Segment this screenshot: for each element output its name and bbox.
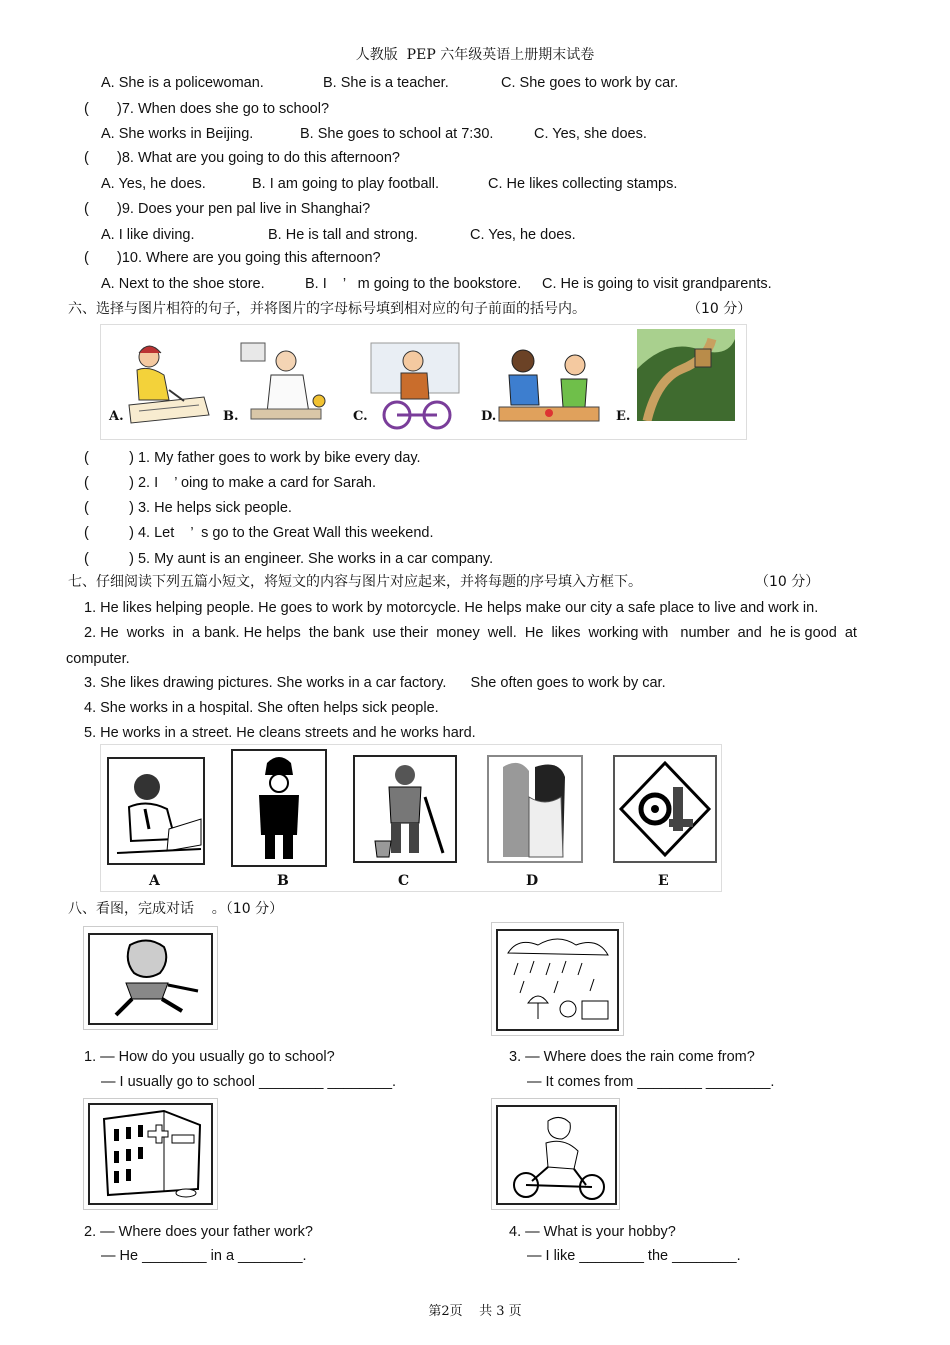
section6-item-3: ( ) 3. He helps sick people.: [84, 500, 292, 516]
picture-letter-b: B: [277, 873, 289, 889]
picture-letter-a: A: [149, 873, 160, 889]
q8-option-a: A. Yes, he does.: [101, 176, 206, 192]
walking-child-frame: [88, 933, 213, 1025]
children-making-card-illustration: [489, 335, 604, 435]
q8-stem: ( )8. What are you going to do this afternoon?: [84, 150, 400, 166]
picture-letter-e: E.: [616, 409, 631, 424]
q10-option-a: A. Next to the shoe store.: [101, 276, 265, 292]
street-cleaner-picture: [353, 755, 457, 863]
engineer-gear-illustration: [615, 757, 715, 861]
picture-letter-d: D: [526, 873, 539, 889]
great-wall-illustration: [637, 329, 735, 421]
q7-option-c: C. Yes, she does.: [534, 126, 647, 142]
q9-stem: ( )9. Does your pen pal live in Shanghai?: [84, 201, 371, 217]
nurse-picture: [487, 755, 583, 863]
page-footer: 第2页 共 3 页: [428, 1304, 522, 1319]
woman-writing-illustration: [109, 335, 214, 435]
q7-stem: ( )7. When does she go to school?: [84, 101, 330, 117]
dialogue4-question: 4. — What is your hobby?: [509, 1224, 676, 1240]
q9-option-a: A. I like diving.: [101, 227, 195, 243]
q6-option-a: A. She is a policewoman.: [101, 75, 264, 91]
q6-option-b: B. She is a teacher.: [323, 75, 449, 91]
dialogue4-answer: — I like ________ the ________.: [527, 1248, 741, 1264]
hospital-illustration: [90, 1105, 211, 1203]
q10-stem: ( )10. Where are you going this afternoon?: [84, 250, 381, 266]
picture-letter-c: C: [398, 873, 410, 889]
street-cleaner-illustration: [355, 757, 455, 861]
policeman-illustration: [233, 751, 325, 865]
dialogue1-answer: — I usually go to school ________ ________.: [101, 1074, 397, 1090]
dialogue2-question: 2. — Where does your father work?: [84, 1224, 313, 1240]
q9-option-b: B. He is tall and strong.: [268, 227, 418, 243]
q6-option-c: C. She goes to work by car.: [501, 75, 679, 91]
q9-option-c: C. Yes, he does.: [470, 227, 576, 243]
section7-passage-2: 2. He works in a bank. He helps the bank use their money well. He likes working with number and he is good at: [84, 625, 857, 641]
dialogue2-answer: — He ________ in a ________.: [101, 1248, 307, 1264]
picture-letter-a: A.: [109, 409, 124, 424]
cycling-frame: [496, 1105, 617, 1205]
q7-option-a: A. She works in Beijing.: [101, 126, 254, 142]
q7-option-b: B. She goes to school at 7:30.: [300, 126, 494, 142]
picture-letter-d: D.: [481, 409, 497, 424]
rain-scene-illustration: [498, 931, 617, 1029]
section7-picture-strip: [100, 744, 722, 892]
doctor-illustration: [231, 335, 336, 435]
section6-item-1: ( ) 1. My father goes to work by bike every day.: [84, 450, 421, 466]
dialogue2-picture: [83, 1098, 218, 1210]
section6-item-5: ( ) 5. My aunt is an engineer. She works in a car company.: [84, 551, 494, 567]
engineer-picture: [613, 755, 717, 863]
section6-title: 六、选择与图片相符的句子，并将图片的字母标号填到相对应的句子前面的括号内。: [68, 301, 586, 317]
section7-passage-4: 4. She works in a hospital. She often helps sick people.: [84, 700, 439, 716]
section7-score: （10 分）: [755, 574, 820, 590]
office-worker-illustration: [109, 759, 203, 863]
section8-title: 八、看图，完成对话 。（10 分）: [68, 901, 284, 917]
section7-title: 七、仔细阅读下列五篇小短文，将短文的内容与图片对应起来，并将每题的序号填入方框下。: [68, 574, 642, 590]
dialogue4-picture: [491, 1098, 620, 1210]
dialogue1-question: 1. — How do you usually go to school?: [84, 1049, 335, 1065]
policeman-picture: [231, 749, 327, 867]
hospital-frame: [88, 1103, 213, 1205]
section6-item-2: ( ) 2. I ’ oing to make a card for Sarah.: [84, 475, 376, 491]
office-worker-picture: [107, 757, 205, 865]
page-header: 人教版 PEP 六年级英语上册期末试卷: [355, 47, 595, 63]
section6-score: （10 分）: [687, 301, 752, 317]
q8-option-b: B. I am going to play football.: [252, 176, 439, 192]
picture-letter-b: B.: [223, 409, 239, 424]
rain-scene-frame: [496, 929, 619, 1031]
dialogue3-picture: [491, 922, 624, 1036]
cycling-illustration: [498, 1107, 615, 1203]
dialogue3-answer: — It comes from ________ ________.: [527, 1074, 775, 1090]
picture-letter-e: E: [658, 873, 669, 889]
section7-passage-2-cont: computer.: [66, 651, 130, 667]
q10-option-c: C. He is going to visit grandparents.: [542, 276, 772, 292]
walking-child-illustration: [90, 935, 211, 1023]
section7-passage-5: 5. He works in a street. He cleans streets and he works hard.: [84, 725, 476, 741]
dialogue3-question: 3. — Where does the rain come from?: [509, 1049, 755, 1065]
q8-option-c: C. He likes collecting stamps.: [488, 176, 678, 192]
section6-item-4: ( ) 4. Let ’ s go to the Great Wall this weekend.: [84, 525, 434, 541]
section7-passage-3: 3. She likes drawing pictures. She works in a car factory. She often goes to work by car.: [84, 675, 666, 691]
dialogue1-picture: [83, 926, 218, 1030]
man-on-bike-illustration: [361, 333, 466, 435]
section7-passage-1: 1. He likes helping people. He goes to work by motorcycle. He helps make our city a safe place to live and work in.: [84, 600, 819, 616]
nurse-illustration: [489, 757, 581, 861]
q10-option-b: B. I ’ m going to the bookstore.: [305, 276, 522, 292]
picture-letter-c: C.: [353, 409, 368, 424]
section6-picture-strip: [100, 324, 747, 440]
